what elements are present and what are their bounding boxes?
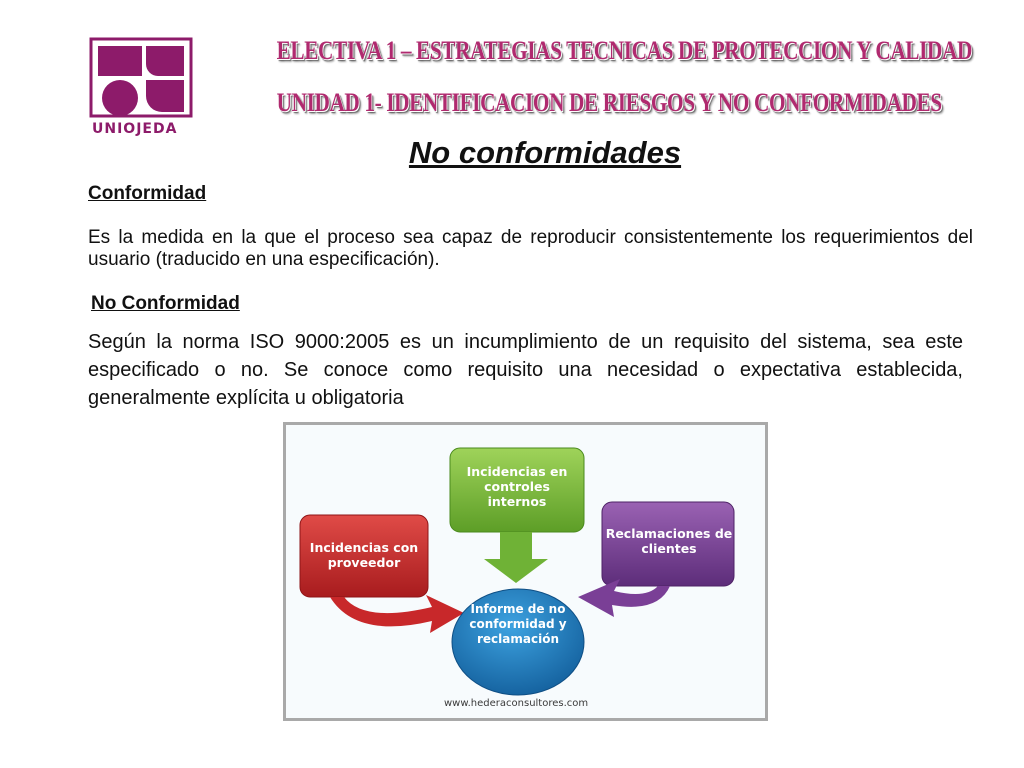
curved-arrow-left-icon: [330, 595, 464, 633]
page-title: No conformidades: [408, 135, 682, 170]
course-title: ELECTIVA 1 – ESTRATEGIAS TECNICAS DE PROTECCION Y CALIDAD: [276, 36, 972, 65]
section-heading-no-conformidad: No Conformidad: [91, 293, 240, 314]
section-heading-conformidad: Conformidad: [88, 183, 207, 204]
box-label-reclamaciones: Reclamaciones de clientes: [605, 526, 733, 556]
box-label-proveedor: Incidencias con proveedor: [309, 540, 419, 570]
center-label-informe: Informe de no conformidad y reclamación: [469, 602, 567, 646]
no-conformity-diagram: [283, 422, 768, 721]
box-label-controles-internos: Incidencias en controles internos: [466, 464, 568, 509]
section-text-conformidad: Es la medida en la que el proceso sea capaz de reproducir consistentemente los requerimientos del usuario (traducido en una especificación).: [88, 227, 973, 270]
logo-text: UNIOJEDA: [92, 121, 178, 137]
arrow-down-icon: [484, 532, 548, 583]
watermark-url: www.hederaconsultores.com: [444, 698, 589, 709]
section-text-no-conformidad: Según la norma ISO 9000:2005 es un incumplimiento de un requisito del sistema, sea este especificado o no. Se conoce como requisito una necesidad o expectativa establecida, generalmente explícita u obligatoria: [88, 331, 963, 409]
unit-title: UNIDAD 1- IDENTIFICACION DE RIESGOS Y NO CONFORMIDADES: [276, 88, 942, 117]
